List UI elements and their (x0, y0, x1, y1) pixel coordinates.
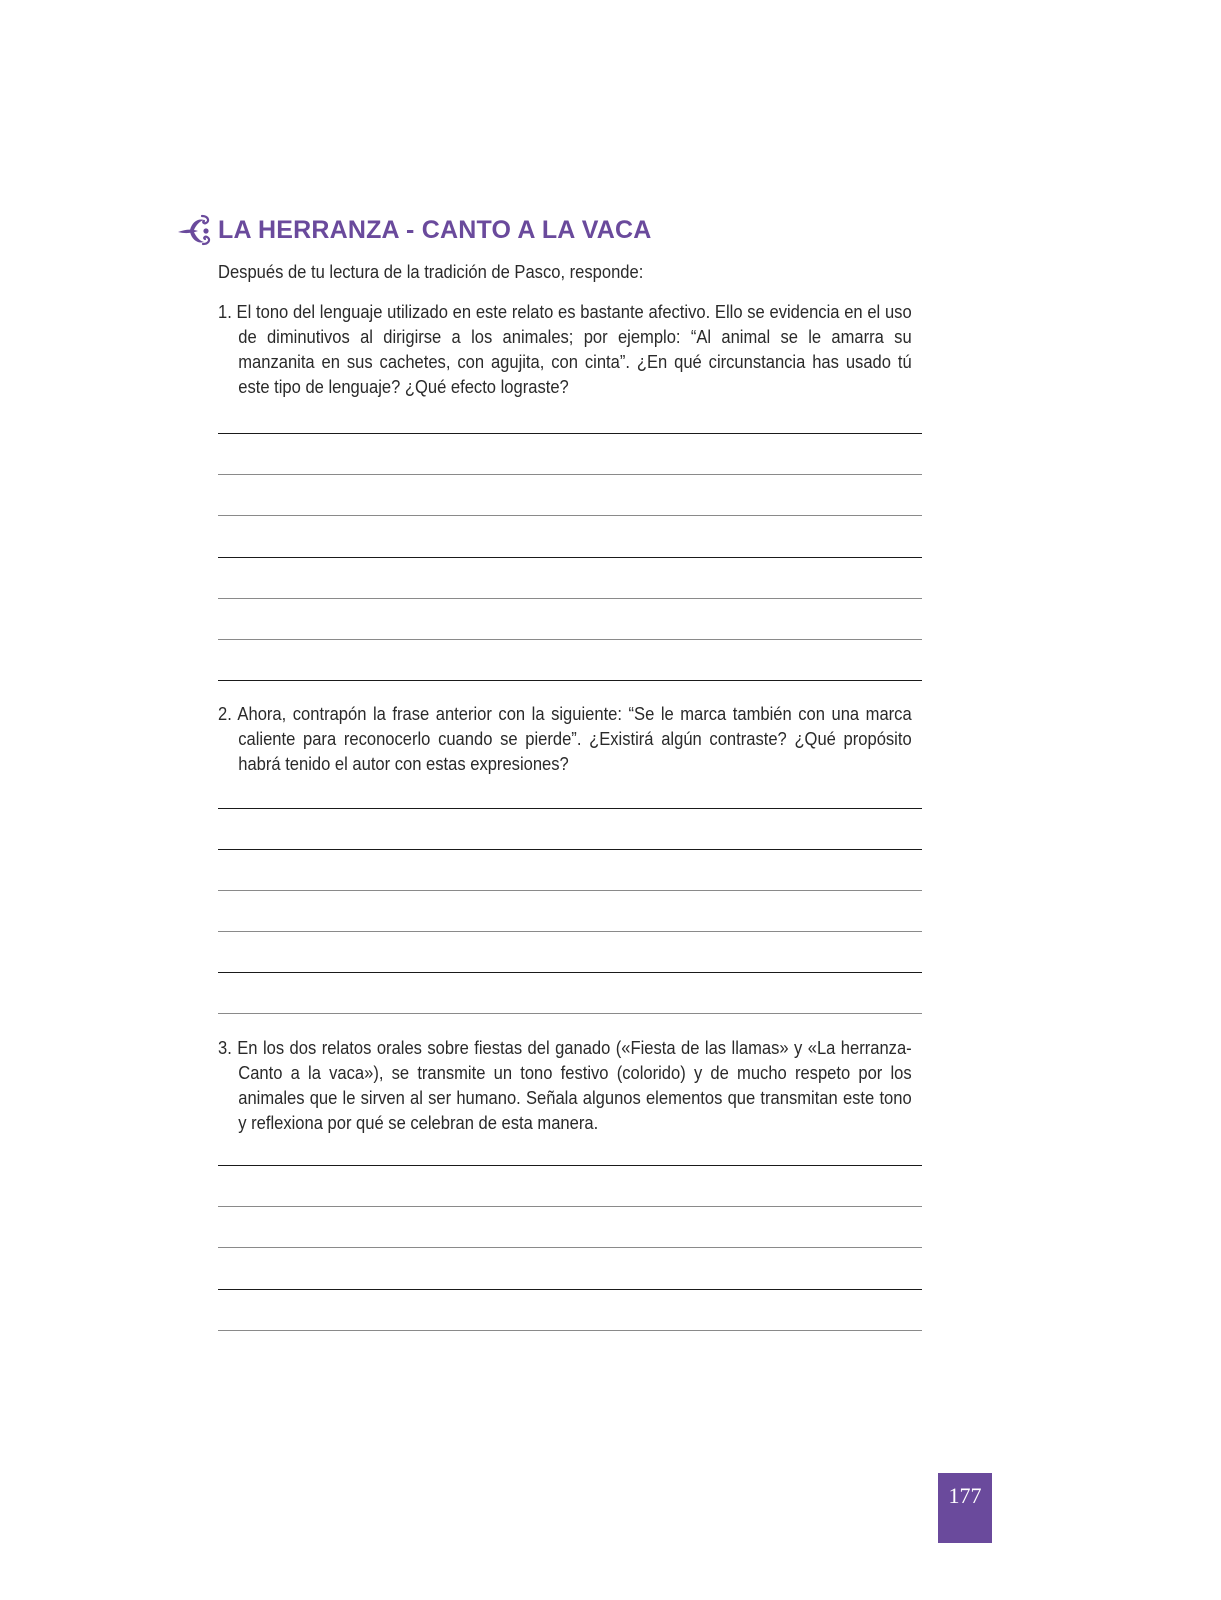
answer-line[interactable] (218, 849, 922, 850)
answer-line[interactable] (218, 931, 922, 932)
answer-line[interactable] (218, 680, 922, 681)
answer-line[interactable] (218, 639, 922, 640)
answer-line[interactable] (218, 1206, 922, 1207)
question-3-text: 3. En los dos relatos orales sobre fiestas del ganado («Fiesta de las llamas» y «La herranza-Canto a la vaca»), se transmite un tono festivo (colorido) y de mucho respeto por los animales que le sirven al ser humano. Señala algunos elementos que transmitan este tono y reflexiona por qué se celebran de esta manera. (218, 1038, 912, 1133)
answer-line[interactable] (218, 972, 922, 973)
answer-line[interactable] (218, 1247, 922, 1248)
answer-line[interactable] (218, 474, 922, 475)
answer-line[interactable] (218, 1165, 922, 1166)
answer-line[interactable] (218, 1330, 922, 1331)
page-number: 177 (938, 1473, 992, 1543)
instructions-text: Después de tu lectura de la tradición de Pasco, responde: (218, 262, 644, 282)
answer-line[interactable] (218, 808, 922, 809)
page-title: LA HERRANZA - CANTO A LA VACA (218, 215, 652, 244)
answer-line[interactable] (218, 1013, 922, 1014)
fleur-ornament-icon (176, 212, 214, 248)
section-header (176, 210, 652, 250)
answer-line[interactable] (218, 515, 922, 516)
answer-line[interactable] (218, 433, 922, 434)
answer-line[interactable] (218, 1289, 922, 1290)
answer-line[interactable] (218, 557, 922, 558)
answer-line[interactable] (218, 890, 922, 891)
answer-line[interactable] (218, 598, 922, 599)
question-1-text: 1. El tono del lenguaje utilizado en este relato es bastante afectivo. Ello se evidencia en el uso de diminutivos al dirigirse a los animales; por ejemplo: “Al animal se le amarra su manzanita en sus cachetes, con agujita, con cinta”. ¿En qué circunstancia has usado tú este tipo de lenguaje? ¿Qué efecto lograste? (218, 302, 912, 397)
question-2-text: 2. Ahora, contrapón la frase anterior con la siguiente: “Se le marca también con una marca caliente para reconocerlo cuando se pierde”. ¿Existirá algún contraste? ¿Qué propósito habrá tenido el autor con estas expresiones? (218, 704, 912, 774)
